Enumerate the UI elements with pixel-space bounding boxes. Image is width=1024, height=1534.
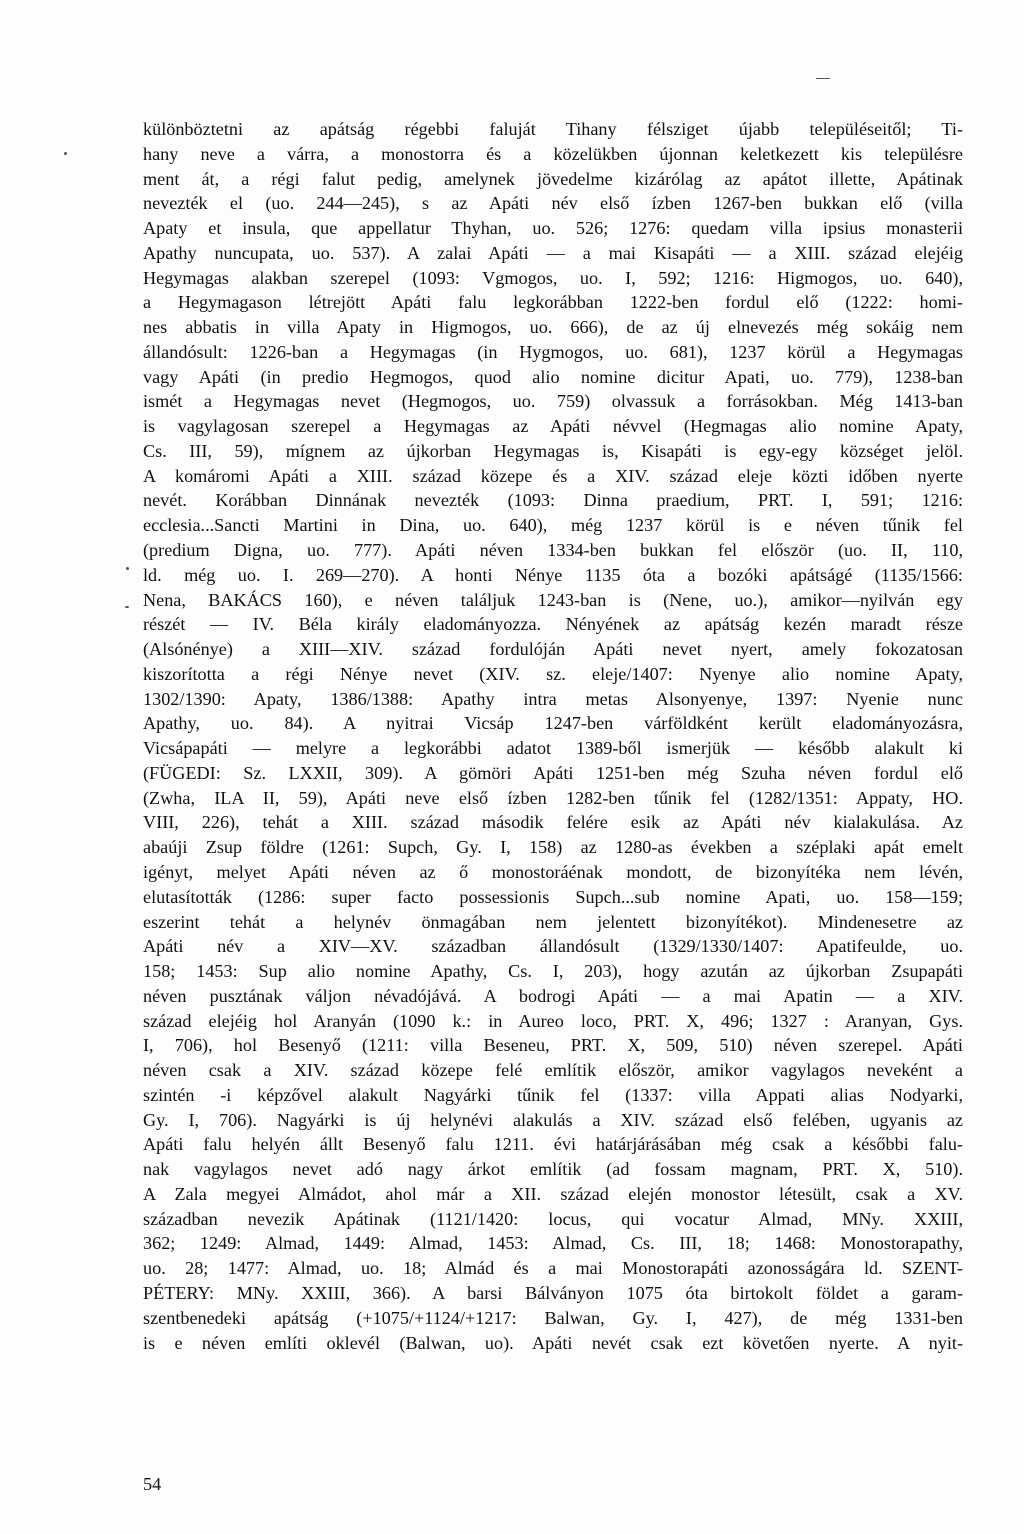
text-line: PÉTERY: MNy. XXIII, 366). A barsi Bálványon 1075 óta birtokolt földet a garam- [143, 1282, 963, 1303]
text-line: nevezték el (uo. 244—245), s az Apáti név első ízben 1267-ben bukkan elő (villa [143, 193, 963, 214]
page-number: 54 [143, 1474, 162, 1494]
text-line: néven pusztának váljon névadójává. A bodrogi Apáti — a mai Apatin — a XIV. [143, 985, 963, 1006]
text-line: nevét. Korábban Dinnának nevezték (1093: Dinna praedium, PRT. I, 591; 1216: [143, 490, 963, 511]
scan-speck [64, 152, 67, 155]
text-line: részét — IV. Béla király eladományozza. Nényének az apátság kezén maradt része [143, 614, 963, 635]
text-line: szentbenedeki apátság (+1075/+1124/+1217: Balwan, Gy. I, 427), de még 1331-ben [143, 1307, 963, 1328]
scan-speck [816, 78, 830, 79]
scan-speck [125, 606, 129, 608]
text-line: Apathy nuncupata, uo. 537). A zalai Apáti — a mai Kisapáti — a XIII. század elejéig [143, 242, 963, 263]
text-line: kiszorította a régi Nénye nevet (XIV. sz. eleje/1407: Nyenye alio nomine Apaty, [143, 663, 963, 684]
text-line: 158; 1453: Sup alio nomine Apathy, Cs. I, 203), hogy azután az újkorban Zsupapáti [143, 961, 963, 982]
text-line: ld. még uo. I. 269—270). A honti Nénye 1135 óta a bozóki apátságé (1135/1566: [143, 564, 963, 585]
text-line: eszerint tehát a helynév önmagában nem jelentett bizonyítékot). Mindenesetre az [143, 911, 963, 932]
text-line: is e néven említi oklevél (Balwan, uo). Apáti nevét csak ezt követően nyerte. A nyit- [143, 1332, 963, 1353]
text-line: igényt, melyet Apáti néven az ő monostoráénak mondott, de bizonyítéka nem lévén, [143, 861, 963, 882]
text-line: (Zwha, ILA II, 59), Apáti neve első ízben 1282-ben tűnik fel (1282/1351: Appaty, HO. [143, 787, 963, 808]
text-line: Hegymagas alakban szerepel (1093: Vgmogos, uo. I, 592; 1216: Higmogos, uo. 640), [143, 267, 963, 288]
text-line: szintén -i képzővel alakult Nagyárki tűnik fel (1337: villa Appati alias Nodyarki, [143, 1084, 963, 1105]
text-line: elutasították (1286: super facto possessionis Supch...sub nomine Apati, uo. 158—159; [143, 886, 963, 907]
text-line: nak vagylagos nevet adó nagy árkot említik (ad fossam magnam, PRT. X, 510). [143, 1159, 963, 1180]
text-line: ment át, a régi falut pedig, amelynek jövedelme kizárólag az apátot illette, Apátinak [143, 168, 963, 189]
text-line: Apáti falu helyén állt Besenyő falu 1211. évi határjárásában még csak a későbbi falu- [143, 1134, 963, 1155]
text-line: század elejéig hol Aranyán (1090 k.: in Aureo loco, PRT. X, 496; 1327 : Aranyan, Gys. [143, 1010, 963, 1031]
text-line: Cs. III, 59), mígnem az újkorban Hegymagas is, Kisapáti is egy-egy községet jelöl. [143, 440, 963, 461]
text-line: különböztetni az apátság régebbi faluját Tihany félsziget újabb településeitől; Ti- [143, 119, 963, 139]
text-line: 1302/1390: Apaty, 1386/1388: Apathy intra metas Alsonyenye, 1397: Nyenie nunc [143, 688, 963, 709]
text-line: Apaty et insula, que appellatur Thyhan, uo. 526; 1276: quedam villa ipsius monasterii [143, 218, 963, 239]
text-line: néven csak a XIV. század közepe felé említik először, amikor vagylagos neveként a [143, 1060, 963, 1081]
text-line: hany neve a várra, a monostorra és a közelükben újonnan keletkezett kis településre [143, 143, 963, 164]
text-line: században nevezik Apátinak (1121/1420: locus, qui vocatur Almad, MNy. XXIII, [143, 1208, 963, 1229]
text-line: Gy. I, 706). Nagyárki is új helynévi alakulás a XIV. század első felében, ugyanis az [143, 1109, 963, 1130]
text-line: (Alsónénye) a XIII—XIV. század fordulóján Apáti nevet nyert, amely fokozatosan [143, 639, 963, 660]
body-text [143, 117, 963, 1355]
text-line: Apathy, uo. 84). A nyitrai Vicsáp 1247-ben várföldként került eladományozásra, [143, 713, 963, 734]
text-line: A komáromi Apáti a XIII. század közepe és a XIV. század eleje közti időben nyerte [143, 465, 963, 486]
text-line: Apáti név a XIV—XV. században állandósult (1329/1330/1407: Apatifeulde, uo. [143, 936, 963, 957]
text-line: (predium Digna, uo. 777). Apáti néven 1334-ben bukkan fel először (uo. II, 110, [143, 540, 963, 561]
text-line: Vicsápapáti — melyre a legkorábbi adatot 1389-ből ismerjük — később alakult ki [143, 738, 963, 759]
text-line: vagy Apáti (in predio Hegmogos, quod alio nomine dicitur Apati, uo. 779), 1238-ban [143, 366, 963, 387]
text-line: (FÜGEDI: Sz. LXXII, 309). A gömöri Apáti 1251-ben még Szuha néven fordul elő [143, 762, 963, 783]
text-line: A Zala megyei Almádot, ahol már a XII. század elején monostor létesült, csak a XV. [143, 1183, 963, 1204]
text-line: ismét a Hegymagas nevet (Hegmogos, uo. 759) olvassuk a forrásokban. Még 1413-ban [143, 391, 963, 412]
text-line: I, 706), hol Besenyő (1211: villa Beseneu, PRT. X, 509, 510) néven szerepel. Apáti [143, 1035, 963, 1056]
text-line: a Hegymagason létrejött Apáti falu legkorábban 1222-ben fordul elő (1222: homi- [143, 292, 963, 313]
text-line: abaúji Zsup földre (1261: Supch, Gy. I, 158) az 1280-as években a széplaki apát emelt [143, 837, 963, 858]
text-line: nes abbatis in villa Apaty in Higmogos, uo. 666), de az új elnevezés még sokáig nem [143, 317, 963, 338]
text-line: is vagylagosan szerepel a Hegymagas az Apáti névvel (Hegmagas alio nomine Apaty, [143, 416, 963, 437]
text-line: ecclesia...Sancti Martini in Dina, uo. 640), még 1237 körül is e néven tűnik fel [143, 515, 963, 536]
text-line: állandósult: 1226-ban a Hegymagas (in Hygmogos, uo. 681), 1237 körül a Hegymagas [143, 341, 963, 362]
text-line: 362; 1249: Almad, 1449: Almad, 1453: Almad, Cs. III, 18; 1468: Monostorapathy, [143, 1233, 963, 1254]
text-line: VIII, 226), tehát a XIII. század második felére esik az Apáti név kialakulása. Az [143, 812, 963, 833]
text-line: uo. 28; 1477: Almad, uo. 18; Almád és a mai Monostorapáti azonosságára ld. SZENT- [143, 1258, 963, 1279]
text-line: Nena, BAKÁCS 160), e néven találjuk 1243-ban is (Nene, uo.), amikor—nyilván egy [143, 589, 963, 610]
scan-speck [126, 567, 129, 570]
